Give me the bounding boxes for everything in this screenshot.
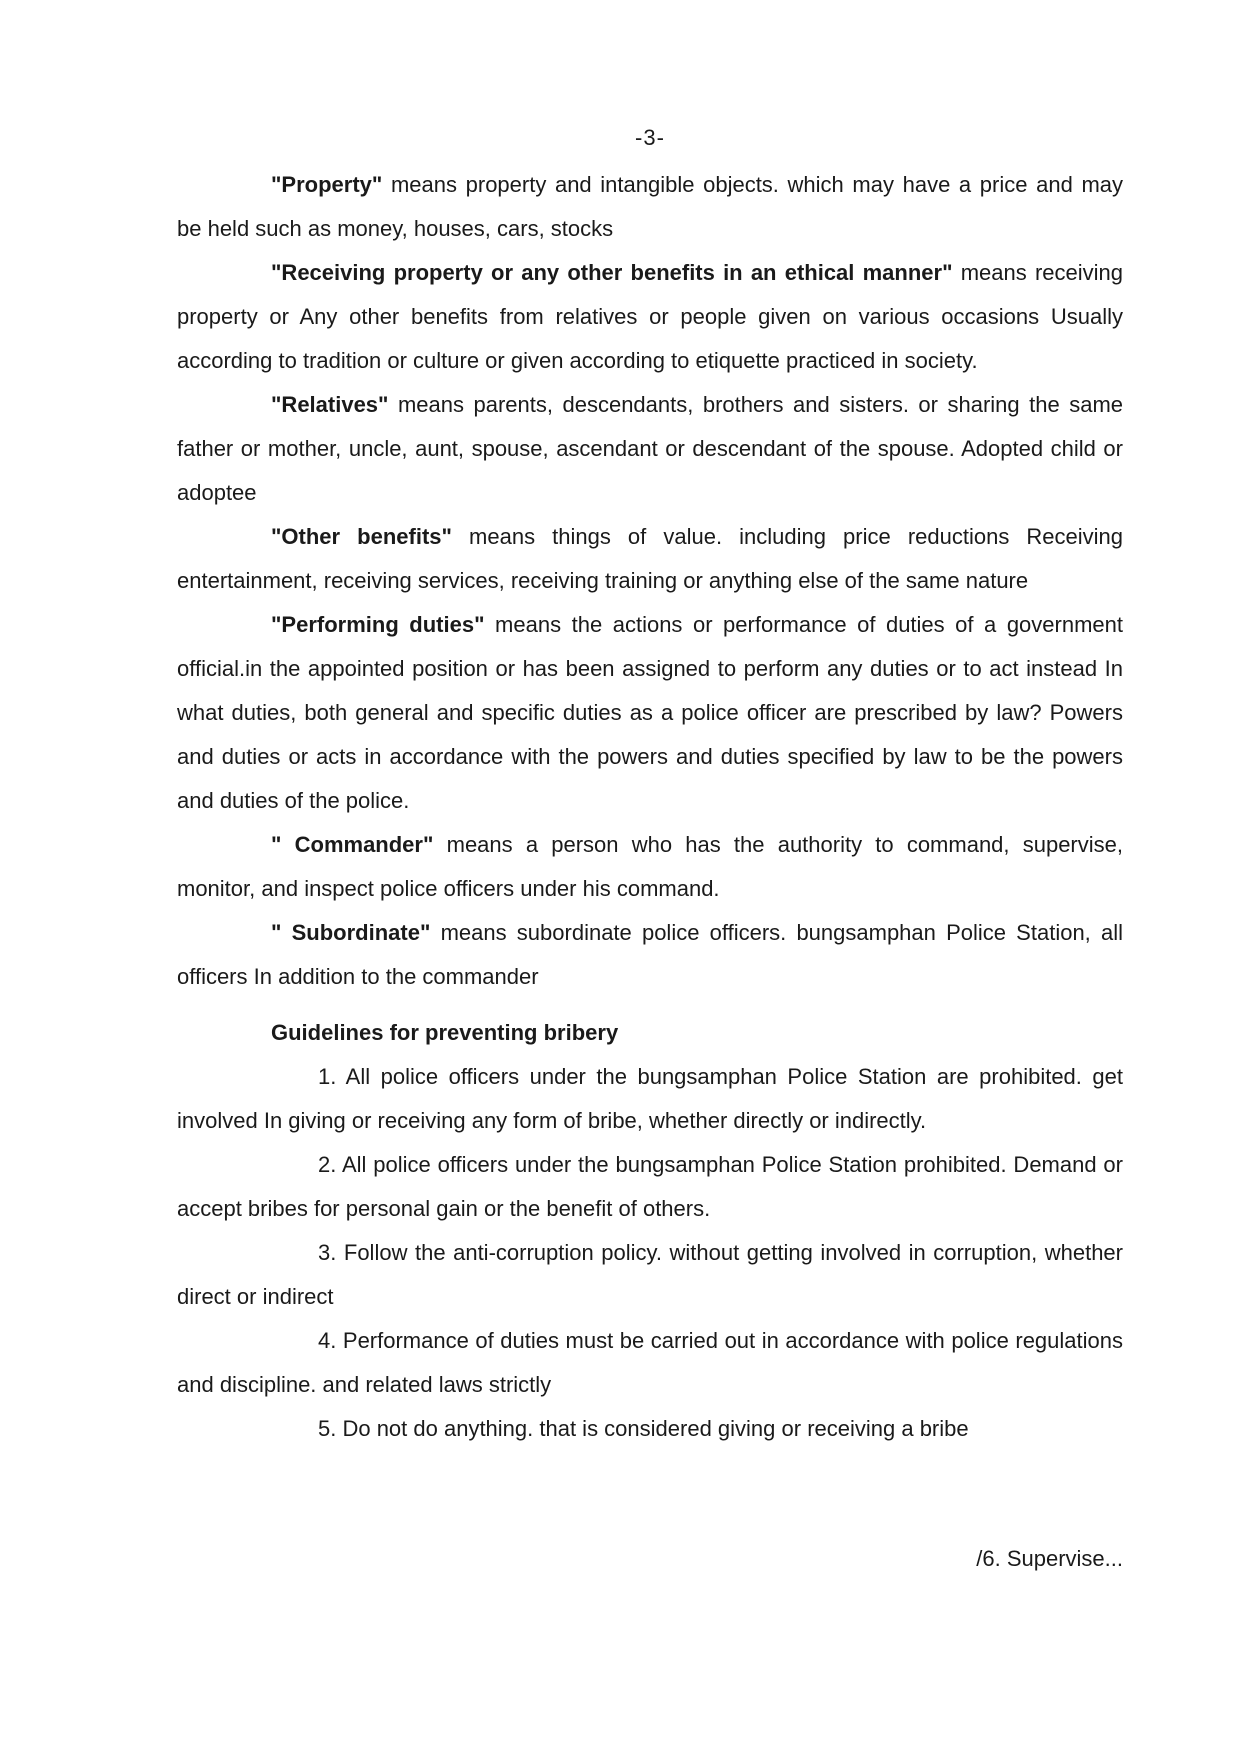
guideline-item-5: 5. Do not do anything. that is considered giving or receiving a bribe	[318, 1416, 969, 1441]
page-number: -3-	[635, 125, 665, 150]
definition-commander	[177, 823, 1123, 911]
definition-text: means the actions or performance of duties of a government official.in the appointed position or has been assigned to perform any duties or to act instead In what duties, both general and specific duties as a police officer are prescribed by law? Powers and duties or acts in accordance with the powers and duties specified by law to be the powers and duties of the police.	[177, 612, 1124, 813]
definition-term: "Performing duties"	[271, 612, 485, 637]
definition-text: means receiving property or Any other benefits from relatives or people given on various occasions Usually according to tradition or culture or given according to etiquette practiced in society.	[177, 260, 1123, 373]
definition-property	[177, 163, 1123, 251]
definition-term: " Commander"	[271, 832, 434, 857]
definition-term: "Other benefits"	[271, 524, 452, 549]
definition-other-benefits	[177, 515, 1123, 603]
definition-term: "Receiving property or any other benefits in an ethical manner"	[271, 260, 953, 285]
definition-text: means parents, descendants, brothers and sisters. or sharing the same father or mother, uncle, aunt, spouse, ascendant or descendant of the spouse. Adopted child or adoptee	[177, 392, 1123, 505]
definition-term: " Subordinate"	[271, 920, 431, 945]
definition-receiving-property	[177, 251, 1123, 383]
document-body	[177, 163, 1123, 1451]
definition-text: means property and intangible objects. which may have a price and may be held such as money, houses, cars, stocks	[177, 172, 1123, 241]
guidelines-heading: Guidelines for preventing bribery	[271, 1020, 619, 1045]
continuation-note: /6. Supervise...	[976, 1546, 1123, 1571]
guideline-item-1: 1. All police officers under the bungsamphan Police Station are prohibited. get involved In giving or receiving any form of bribe, whether directly or indirectly.	[177, 1064, 1123, 1133]
guideline-item-2: 2. All police officers under the bungsamphan Police Station prohibited. Demand or accept bribes for personal gain or the benefit of others.	[177, 1152, 1123, 1221]
definition-text: means a person who has the authority to command, supervise, monitor, and inspect police officers under his command.	[177, 832, 1123, 901]
definition-relatives	[177, 383, 1123, 515]
definition-performing-duties	[177, 603, 1123, 823]
definition-term: "Relatives"	[271, 392, 389, 417]
definition-text: means things of value. including price reductions Receiving entertainment, receiving services, receiving training or anything else of the same nature	[177, 524, 1123, 593]
definition-term: "Property"	[271, 172, 383, 197]
guideline-item-4: 4. Performance of duties must be carried out in accordance with police regulations and discipline. and related laws strictly	[177, 1328, 1123, 1397]
definition-text: means subordinate police officers. bungsamphan Police Station, all officers In addition to the commander	[177, 920, 1123, 989]
guideline-item-3: 3. Follow the anti-corruption policy. without getting involved in corruption, whether direct or indirect	[177, 1240, 1123, 1309]
definition-subordinate	[177, 911, 1123, 999]
